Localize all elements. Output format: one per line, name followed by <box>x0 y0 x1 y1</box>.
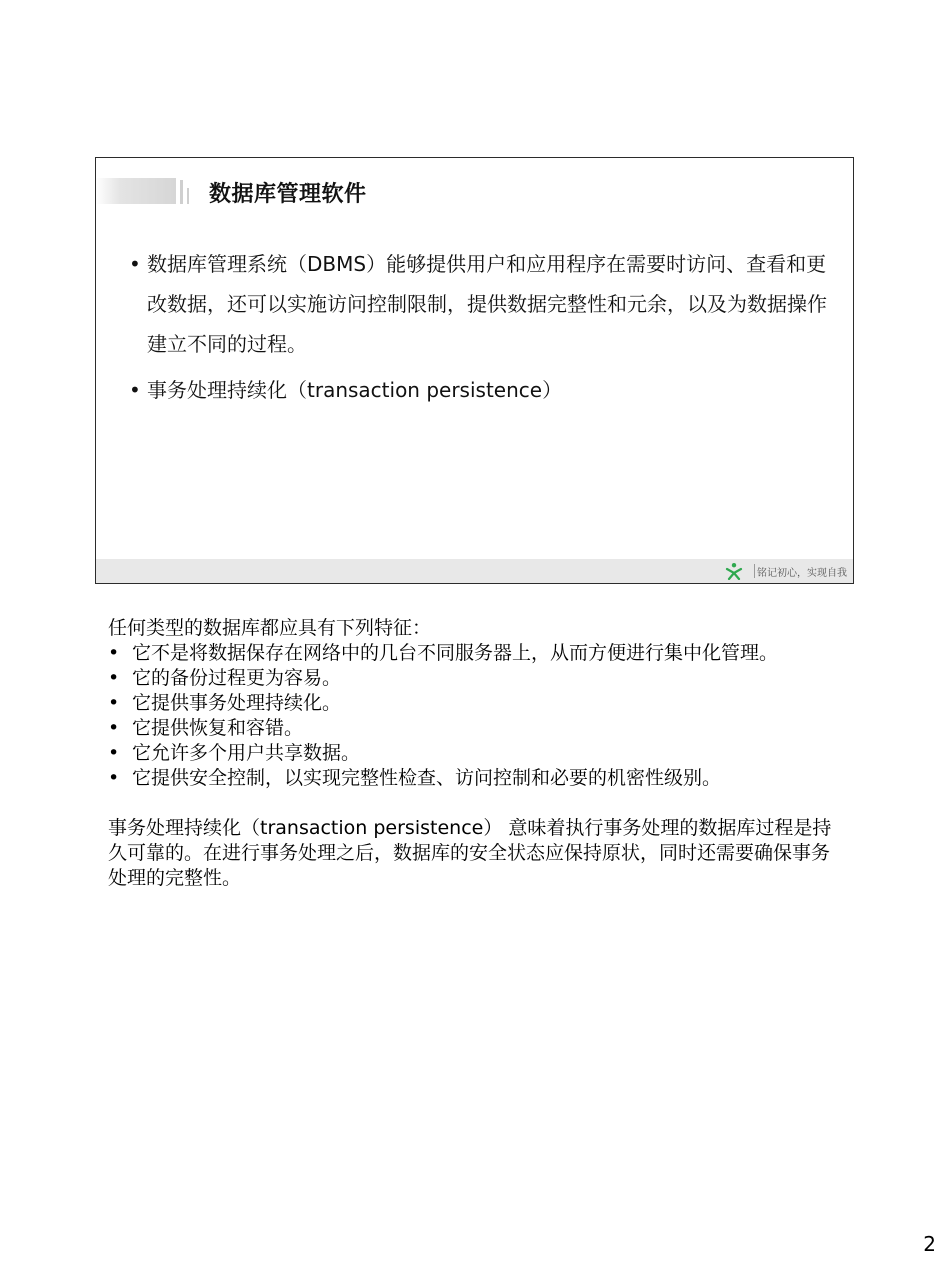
list-item-text: 它提供恢复和容错。 <box>132 717 304 739</box>
bullet-dot: • <box>108 692 120 714</box>
list-item <box>108 666 868 691</box>
list-item <box>108 641 868 666</box>
bullet-dot: • <box>108 717 120 739</box>
slide-bullet-text: 事务处理持续化（transaction persistence） <box>147 378 563 402</box>
notes-intro: 任何类型的数据库都应具有下列特征： <box>108 617 432 639</box>
list-item <box>108 691 868 716</box>
list-item <box>108 716 868 741</box>
header-decoration-tick <box>187 188 189 204</box>
slide-title: 数据库管理软件 <box>209 182 367 207</box>
notes <box>108 616 868 891</box>
slide-footer <box>96 559 853 583</box>
bullet-dot: • <box>108 742 120 764</box>
page-number: 2 <box>923 1232 936 1256</box>
notes-paragraph: 事务处理持续化（transaction persistence） 意味着执行事务处理的数据库过程是持久可靠的。在进行事务处理之后，数据库的安全状态应保持原状，同时还需要确保事务处理的完整性。 <box>108 817 832 889</box>
slide-bullet <box>129 370 829 410</box>
list-item-text: 它提供安全控制，以实现完整性检查、访问控制和必要的机密性级别。 <box>132 767 722 789</box>
bullet-dot: • <box>129 378 141 402</box>
bullet-dot: • <box>108 667 120 689</box>
footer-separator <box>754 564 755 578</box>
list-item <box>108 741 868 766</box>
header-decoration-bar <box>96 178 176 204</box>
list-item-text: 它提供事务处理持续化。 <box>132 692 342 714</box>
list-item-text: 它不是将数据保存在网络中的几台不同服务器上，从而方便进行集中化管理。 <box>132 642 779 664</box>
slide-body <box>129 244 829 416</box>
header-decoration-tick <box>180 180 183 204</box>
slide <box>95 157 854 584</box>
list-item-text: 它的备份过程更为容易。 <box>132 667 342 689</box>
footer-motto: 铭记初心，实现自我 <box>757 568 847 579</box>
list-item-text: 它允许多个用户共享数据。 <box>132 742 361 764</box>
bullet-dot: • <box>108 767 120 789</box>
list-item <box>108 766 868 791</box>
slide-bullet <box>129 244 829 364</box>
slide-bullet-text: 数据库管理系统（DBMS）能够提供用户和应用程序在需要时访问、查看和更改数据，还可以实施访问控制限制，提供数据完整性和元余，以及为数据操作建立不同的过程。 <box>147 252 827 356</box>
bullet-dot: • <box>108 642 120 664</box>
notes-list <box>108 641 868 791</box>
person-logo-icon <box>725 562 743 580</box>
bullet-dot: • <box>129 252 141 276</box>
